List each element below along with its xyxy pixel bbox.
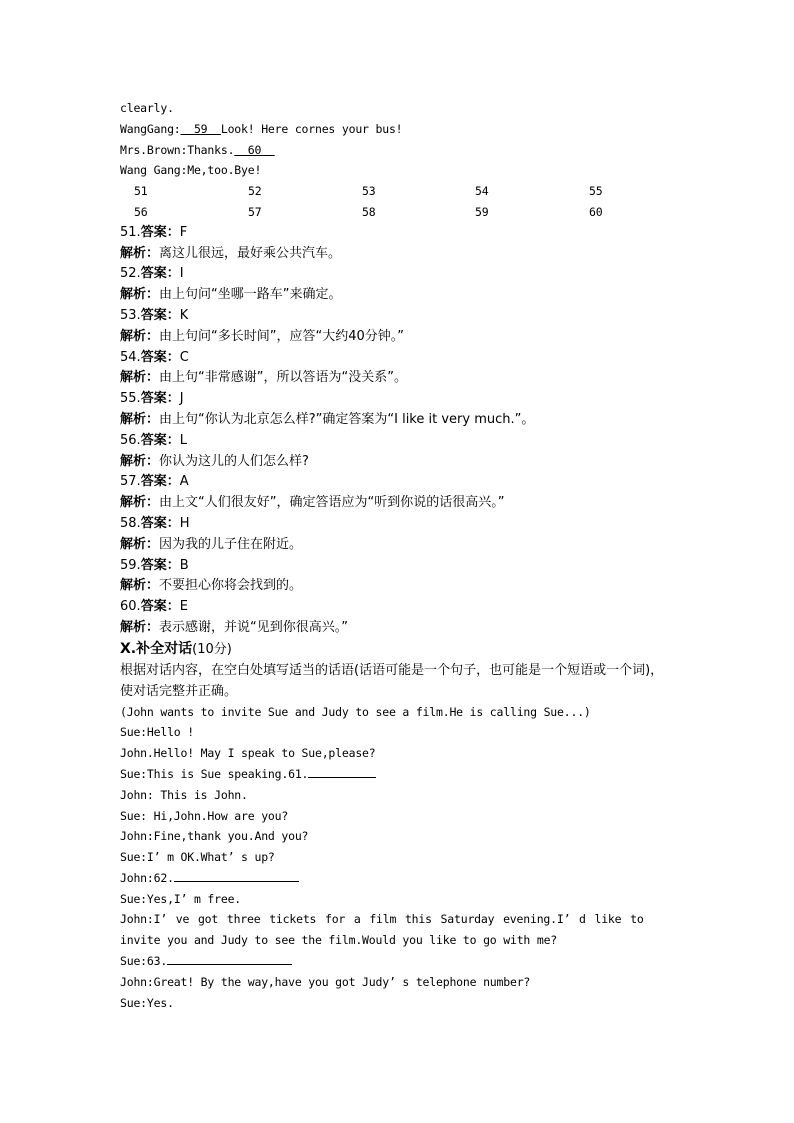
answer-row: [120, 264, 680, 285]
answer-row: [120, 348, 680, 369]
number-cell: 53: [362, 184, 376, 199]
answer-number: 54.: [120, 349, 141, 365]
answer-row: [120, 514, 680, 535]
explanation-row: [120, 410, 680, 431]
dialog-line-60: [120, 140, 680, 161]
dialog-line: John:Fine,thank you.And you?: [120, 829, 309, 844]
answer-number: 59.: [120, 557, 141, 573]
dialog-line: John: This is John.: [120, 787, 248, 802]
answer-label: 答案：: [140, 307, 180, 323]
blank-60: 60: [234, 142, 275, 157]
answer-row: [120, 597, 680, 618]
dialog-intro: (John wants to invite Sue and Judy to see a film.He is calling Sue...): [120, 704, 591, 719]
number-cell: 56: [134, 204, 148, 219]
number-row-2: [120, 202, 680, 223]
dialog-line: Sue:Hello !: [120, 725, 194, 740]
answer-label: 答案：: [140, 349, 180, 365]
explanation-text: 由上句问“坐哪一路车”来确定。: [159, 287, 342, 303]
dialog-text: Mrs.Brown:Thanks.: [120, 142, 235, 157]
answer-list: [120, 223, 680, 639]
answer-letter: J: [179, 391, 184, 407]
answer-row: [120, 472, 680, 493]
dialog-text: Look! Here cornes your bus!: [220, 121, 403, 136]
dialog-line: Sue: Hi,John.How are you?: [120, 808, 289, 823]
explanation-label: 解析：: [120, 536, 160, 552]
answer-label: 答案：: [140, 474, 180, 490]
dialog-line: John:I’ ve got three tickets for a film this Saturday evening.I’ d like to: [120, 912, 644, 927]
number-cell: 51: [134, 184, 148, 199]
answer-letter: E: [179, 599, 188, 615]
explanation-text: 不要担心你将会找到的。: [159, 578, 303, 594]
explanation-label: 解析：: [120, 578, 160, 594]
number-cell: 57: [248, 204, 262, 219]
answer-letter: C: [179, 349, 189, 365]
answer-letter: I: [179, 266, 184, 282]
explanation-text: 表示感谢，并说“见到你很高兴。”: [159, 619, 348, 635]
dialog-line-63: [120, 951, 680, 972]
dialog-text: Sue:63.: [120, 954, 168, 969]
section-score: (10分): [192, 641, 232, 657]
dialog-line-59: [120, 119, 680, 140]
number-cell: 55: [589, 184, 603, 199]
dialog-line: Sue:Yes,I’ m free.: [120, 891, 242, 906]
explanation-text: 由上句“非常感谢”，所以答语为“没关系”。: [159, 370, 407, 386]
answer-label: 答案：: [140, 224, 180, 240]
explanation-label: 解析：: [120, 411, 160, 427]
explanation-row: [120, 244, 680, 265]
section-heading: [120, 639, 680, 660]
number-cell: 52: [248, 184, 262, 199]
blank-63: [167, 951, 292, 965]
answer-number: 60.: [120, 599, 141, 615]
answer-number: 55.: [120, 391, 141, 407]
explanation-row: [120, 618, 680, 639]
explanation-row: [120, 452, 680, 473]
answer-letter: B: [179, 557, 189, 573]
explanation-text: 由上文“人们很友好”，确定答语应为“听到你说的话很高兴。”: [159, 495, 505, 511]
answer-label: 答案：: [140, 432, 180, 448]
explanation-label: 解析：: [120, 619, 160, 635]
explanation-label: 解析：: [120, 245, 160, 261]
answer-number: 58.: [120, 515, 141, 531]
answer-number: 53.: [120, 307, 141, 323]
answer-label: 答案：: [140, 515, 180, 531]
answer-number: 51.: [120, 224, 141, 240]
document-page: [120, 98, 680, 1013]
explanation-row: [120, 368, 680, 389]
answer-number: 57.: [120, 474, 141, 490]
number-cell: 60: [589, 204, 603, 219]
dialog-line: John.Hello! May I speak to Sue,please?: [120, 746, 376, 761]
dialog-line: Wang Gang:Me,too.Bye!: [120, 163, 262, 178]
answer-number: 56.: [120, 432, 141, 448]
answer-row: [120, 306, 680, 327]
answer-row: [120, 556, 680, 577]
explanation-row: [120, 493, 680, 514]
section-instructions: 根据对话内容，在空白处填写适当的话语(话语可能是一个句子，也可能是一个短语或一个词)，使对话完整并正确。: [120, 662, 664, 699]
section-title: Ⅹ.补全对话: [120, 640, 193, 657]
explanation-text: 因为我的儿子住在附近。: [159, 536, 303, 552]
explanation-label: 解析：: [120, 453, 160, 469]
answer-letter: H: [179, 515, 190, 531]
answer-number: 52.: [120, 266, 141, 282]
explanation-label: 解析：: [120, 370, 160, 386]
dialog-line: Sue:I’ m OK.What’ s up?: [120, 850, 275, 865]
explanation-label: 解析：: [120, 287, 160, 303]
dialog-text: Sue:This is Sue speaking.61.: [120, 766, 309, 781]
answer-letter: F: [179, 224, 188, 240]
number-cell: 58: [362, 204, 376, 219]
dialog-line-61: [120, 764, 680, 785]
explanation-text: 你认为这儿的人们怎么样?: [159, 453, 309, 469]
blank-62: [174, 868, 299, 882]
explanation-label: 解析：: [120, 328, 160, 344]
dialog-line: John:Great! By the way,have you got Judy’ s telephone number?: [120, 974, 531, 989]
answer-row: [120, 389, 680, 410]
dialog-line: clearly.: [120, 101, 174, 115]
dialog-line: Sue:Yes.: [120, 995, 174, 1010]
explanation-row: [120, 327, 680, 348]
explanation-text: 由上句“你认为北京怎么样?”确定答案为“I like it very much.”。: [159, 411, 535, 427]
number-cell: 59: [475, 204, 489, 219]
speaker-text: WangGang:: [120, 121, 181, 136]
explanation-row: [120, 285, 680, 306]
answer-label: 答案：: [140, 266, 180, 282]
explanation-text: 离这儿很远，最好乘公共汽车。: [159, 245, 342, 261]
blank-61: [308, 764, 376, 778]
dialog-line-62: [120, 868, 680, 889]
answer-row: [120, 223, 680, 244]
answer-label: 答案：: [140, 557, 180, 573]
answer-row: [120, 431, 680, 452]
explanation-text: 由上句问“多长时间”，应答“大约40分钟。”: [159, 328, 404, 344]
number-cell: 54: [475, 184, 489, 199]
explanation-row: [120, 576, 680, 597]
number-row-1: [120, 181, 680, 202]
answer-label: 答案：: [140, 391, 180, 407]
dialog-line: invite you and Judy to see the film.Would you like to go with me?: [120, 933, 558, 948]
answer-letter: L: [179, 432, 187, 448]
answer-label: 答案：: [140, 599, 180, 615]
answer-letter: A: [179, 474, 189, 490]
explanation-label: 解析：: [120, 495, 160, 511]
dialog-text: John:62.: [120, 870, 174, 885]
explanation-row: [120, 535, 680, 556]
blank-59: 59: [180, 121, 221, 136]
answer-letter: K: [179, 307, 189, 323]
